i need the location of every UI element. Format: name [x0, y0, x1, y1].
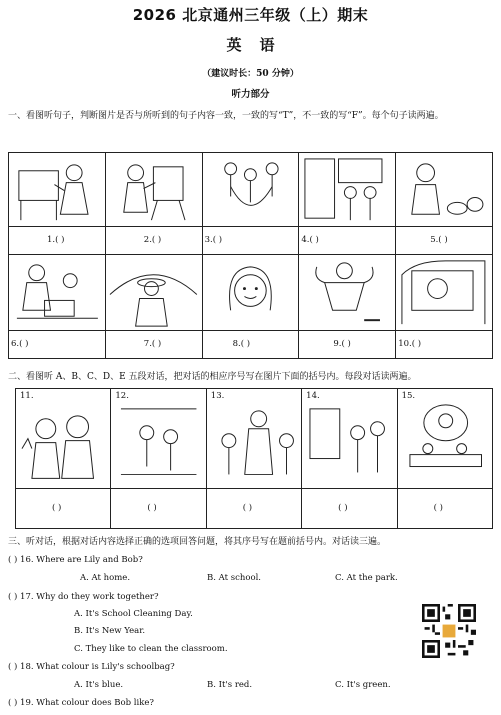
option-17b: B. It's New Year. — [74, 626, 146, 636]
part-heading: 听力部分 — [231, 89, 270, 100]
question-16: ( ) 16. Where are Lily and Bob? — [8, 555, 143, 565]
kids-in-park-icon — [111, 389, 205, 488]
picture-cell — [16, 389, 111, 489]
time-note: （建议时长：50 分钟） — [202, 69, 299, 79]
picture-label: 14. — [306, 391, 320, 401]
children-at-bus-stop-icon — [302, 389, 396, 488]
answer-label: 10.( ) — [398, 339, 422, 350]
picture-cell — [105, 153, 202, 227]
answer-cell[interactable] — [396, 331, 493, 359]
mother-child-computer-icon — [9, 255, 105, 330]
option-17c: C. They like to clean the classroom. — [74, 644, 228, 654]
answer-cell[interactable] — [202, 331, 299, 359]
answer-label: 7.( ) — [143, 339, 162, 350]
picture-cell — [299, 153, 396, 227]
answer-label: ( ) — [433, 503, 443, 514]
picture-cell — [111, 389, 206, 489]
answer-cell[interactable] — [111, 489, 206, 529]
answer-label: ( ) — [338, 503, 348, 514]
answer-cell[interactable] — [206, 489, 301, 529]
answer-cell[interactable] — [9, 331, 106, 359]
picture-label: 13. — [210, 391, 225, 401]
answer-label: 8.( ) — [232, 339, 251, 350]
answer-label: ( ) — [242, 503, 253, 514]
option-18c: C. It's green. — [335, 680, 391, 690]
option-16a: A. At home. — [80, 573, 131, 583]
answer-cell[interactable] — [302, 489, 397, 529]
question-18: ( ) 18. What colour is Lily's schoolbag? — [8, 662, 175, 672]
answer-label: ( ) — [52, 503, 62, 514]
girl-piano-icon — [9, 153, 105, 226]
option-18b: B. It's red. — [207, 680, 253, 690]
picture-label: 15. — [401, 391, 416, 401]
section2-grid — [15, 388, 493, 529]
question-17: ( ) 17. Why do they work together? — [8, 592, 159, 602]
option-18a: A. It's blue. — [74, 680, 124, 690]
qr-code-icon — [422, 604, 476, 658]
kids-at-door-icon — [299, 153, 395, 226]
answer-label: 2.( ) — [143, 235, 162, 246]
kids-jump-rope-icon — [203, 153, 299, 226]
answer-cell[interactable] — [9, 227, 106, 255]
answer-label: 5.( ) — [430, 235, 448, 246]
answer-cell[interactable] — [397, 489, 492, 529]
picture-label: 11. — [20, 391, 34, 401]
answer-cell[interactable] — [105, 227, 202, 255]
girl-painting-icon — [106, 153, 202, 226]
exam-title: 2026 北京通州三年级（上）期末 — [132, 6, 369, 24]
picture-cell — [396, 153, 493, 227]
answer-cell[interactable] — [105, 331, 202, 359]
kids-with-cat-dog-icon — [16, 389, 110, 488]
family-at-table-icon — [398, 389, 492, 488]
answer-cell[interactable] — [202, 227, 299, 255]
answer-label: 9.( ) — [333, 339, 351, 350]
answer-label: 1.( ) — [47, 235, 65, 246]
girl-portrait-icon — [203, 255, 299, 330]
option-16b: B. At school. — [207, 573, 262, 583]
person-hat-park-icon — [106, 255, 202, 330]
picture-cell — [206, 389, 301, 489]
picture-cell — [105, 255, 202, 331]
answer-cell[interactable] — [299, 331, 396, 359]
question-19: ( ) 19. What colour does Bob like? — [8, 698, 154, 708]
boy-in-car-icon — [396, 255, 492, 330]
answer-label: 4.( ) — [301, 235, 319, 246]
picture-label: 12. — [115, 391, 129, 401]
option-16c: C. At the park. — [335, 573, 398, 583]
answer-label: 3.( ) — [204, 235, 223, 246]
section2-instruction: 二、看图听 A、B、C、D、E 五段对话，把对话的相应序号写在图片下面的括号内。每段对话读两遍。 — [8, 372, 417, 382]
section3-instruction: 三、听对话，根据对话内容选择正确的选项回答问题，将其序号写在题前括号内。对话读三遍。 — [8, 537, 387, 547]
picture-cell — [396, 255, 493, 331]
subject-title: 英语 — [226, 36, 293, 54]
picture-cell — [9, 153, 106, 227]
picture-cell — [302, 389, 397, 489]
answer-cell[interactable] — [396, 227, 493, 255]
section1-grid — [8, 152, 493, 359]
option-17a: A. It's School Cleaning Day. — [74, 609, 193, 619]
picture-cell — [397, 389, 492, 489]
answer-label: 6.( ) — [11, 339, 29, 350]
girl-with-pets-icon — [396, 153, 492, 226]
teacher-and-students-icon — [207, 389, 301, 488]
picture-cell — [9, 255, 106, 331]
picture-cell — [299, 255, 396, 331]
answer-cell[interactable] — [16, 489, 111, 529]
section1-instruction: 一、看图听句子，判断图片是否与所听到的句子内容一致，一致的写“T”，不一致的写“F”。每个句子读两遍。 — [8, 111, 444, 121]
picture-cell — [202, 153, 299, 227]
answer-label: ( ) — [147, 503, 157, 514]
strong-man-icon — [299, 255, 395, 330]
picture-cell — [202, 255, 299, 331]
answer-cell[interactable] — [299, 227, 396, 255]
